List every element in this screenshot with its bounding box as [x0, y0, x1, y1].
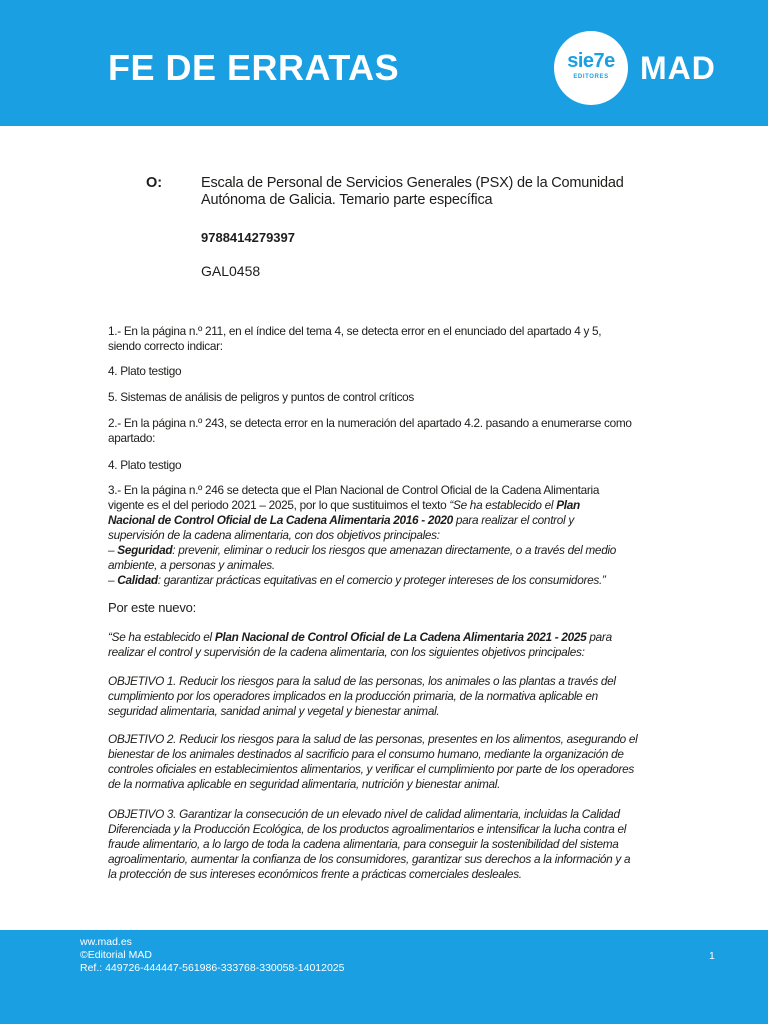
text-run: Diferenciada y la Producción Ecológica, de los productos agroalimentarios e intensificar la lucha contra el	[108, 822, 627, 836]
text-run: OBJETIVO 3. Garantizar la consecución de un elevado nivel de calidad alimentaria, incluidas la Calidad	[108, 807, 620, 821]
errata-paragraph	[108, 390, 414, 405]
text-run: 4. Plato testigo	[108, 364, 182, 378]
footer-reference: Ref.: 449726-444447-561986-333768-330058-14012025	[80, 962, 345, 974]
text-line	[108, 458, 181, 473]
errata-paragraph	[108, 324, 601, 354]
text-line	[108, 645, 612, 660]
text-run: “Se ha establecido el	[449, 498, 557, 512]
text-line	[108, 762, 637, 777]
text-line	[108, 867, 630, 882]
text-run: realizar el control y supervisión de la cadena alimentaria, con los siguientes objetivos principales:	[108, 645, 585, 659]
text-run: vigente es el del periodo 2021 – 2025, por lo que sustituimos el texto	[108, 498, 450, 512]
text-line	[108, 513, 616, 528]
text-line	[108, 498, 616, 513]
text-line	[108, 339, 601, 354]
text-line	[108, 573, 616, 588]
text-run: 1.- En la página n.º 211, en el índice del tema 4, se detecta error en el enunciado del apartado 4 y 5,	[108, 324, 602, 338]
text-run: 5. Sistemas de análisis de peligros y puntos de control críticos	[108, 390, 415, 404]
footer-website: ww.mad.es	[80, 936, 132, 948]
text-run: 4. Plato testigo	[108, 458, 182, 472]
errata-paragraph	[108, 732, 637, 792]
text-run: Plan	[556, 498, 580, 512]
errata-paragraph	[108, 483, 616, 588]
text-line	[108, 689, 616, 704]
text-run: fraude alimentario, a lo largo de toda la cadena alimentaria, para conseguir la sostenibilidad del sistema	[108, 837, 619, 851]
sie7e-editores-logo	[554, 31, 628, 105]
text-run: 2.- En la página n.º 243, se detecta error en la numeración del apartado 4.2. pasando a enumerarse como	[108, 416, 632, 430]
text-line	[108, 390, 414, 405]
text-line	[108, 777, 637, 792]
sie7e-logo-word: sie7e	[567, 50, 615, 72]
book-title-line: Escala de Personal de Servicios Generales (PSX) de la Comunidad	[201, 175, 624, 191]
text-run: Calidad	[117, 573, 158, 587]
text-line	[108, 747, 637, 762]
text-run: apartado:	[108, 431, 156, 445]
text-run: : garantizar prácticas equitativas en el comercio y proteger intereses de los consumidores.”	[157, 573, 606, 587]
text-line	[108, 822, 630, 837]
book-code: GAL0458	[201, 263, 261, 279]
text-line	[108, 600, 196, 615]
errata-paragraph	[108, 630, 612, 660]
text-run: cumplimiento por los operadores implicados en la producción primaria, de la normativa aplicable en	[108, 689, 598, 703]
errata-paragraph	[108, 807, 630, 882]
text-line	[108, 364, 181, 379]
errata-paragraph	[108, 416, 632, 446]
header-band	[0, 0, 768, 126]
errata-paragraph	[108, 364, 181, 379]
errata-paragraph	[108, 600, 196, 615]
text-line	[108, 674, 616, 689]
text-run: Nacional de Control Oficial de La Cadena Alimentaria 2016 - 2020	[108, 513, 453, 527]
errata-paragraph	[108, 674, 616, 719]
book-isbn: 9788414279397	[201, 230, 295, 245]
book-title-line: Autónoma de Galicia. Temario parte específica	[201, 192, 493, 208]
text-run: para realizar el control y	[452, 513, 574, 527]
text-line	[108, 837, 630, 852]
text-run: OBJETIVO 2. Reducir los riesgos para la salud de las personas, presentes en los alimentos, asegurando el	[108, 732, 638, 746]
text-run: Seguridad	[117, 543, 173, 557]
text-run: supervisión de la cadena alimentaria, con dos objetivos principales:	[108, 528, 440, 542]
text-line	[108, 324, 601, 339]
text-run: “Se ha establecido el	[108, 630, 215, 644]
text-run: controles oficiales en establecimientos alimentarios, y verificar el cumplimiento por parte de los operadores	[108, 762, 634, 776]
text-line	[108, 431, 632, 446]
text-run: Por este nuevo:	[108, 600, 197, 615]
text-run: para	[586, 630, 612, 644]
mad-logo: MAD	[640, 50, 716, 86]
text-line	[108, 483, 616, 498]
text-run: –	[108, 573, 118, 587]
text-line	[108, 732, 637, 747]
text-line	[108, 528, 616, 543]
book-title	[201, 175, 624, 209]
text-run: seguridad alimentaria, sanidad animal y vegetal y bienestar animal.	[108, 704, 440, 718]
footer-publisher: ©Editorial MAD	[80, 949, 152, 961]
text-line	[108, 558, 616, 573]
text-run: de la normativa aplicable en seguridad alimentaria, nutrición y bienestar animal.	[108, 777, 501, 791]
text-run: OBJETIVO 1. Reducir los riesgos para la salud de las personas, los animales o las plantas a través del	[108, 674, 616, 688]
text-run: agroalimentario, aumentar la confianza de los consumidores, garantizar sus derechos a la información y a	[108, 852, 631, 866]
text-line	[108, 807, 630, 822]
errata-paragraph	[108, 458, 181, 473]
footer-info	[80, 936, 344, 975]
sie7e-logo-subtitle: EDITORES	[573, 74, 609, 80]
text-run: siendo correcto indicar:	[108, 339, 223, 353]
text-run: : prevenir, eliminar o reducir los riesgos que amenazan directamente, o a través del medio	[172, 543, 617, 557]
text-line	[108, 630, 612, 645]
text-run: 3.- En la página n.º 246 se detecta que el Plan Nacional de Control Oficial de la Cadena Alimentaria	[108, 483, 600, 497]
book-label: O:	[146, 175, 163, 191]
text-line	[108, 416, 632, 431]
text-run: bienestar de los animales destinados al sacrificio para el consumo humano, mediante la organización de	[108, 747, 624, 761]
text-run: la protección de sus intereses económicos frente a prácticas comerciales desleales.	[108, 867, 522, 881]
text-line	[108, 852, 630, 867]
text-line	[108, 543, 616, 558]
text-run: ambiente, a personas y animales.	[108, 558, 275, 572]
page-number: 1	[709, 950, 715, 962]
document-title: FE DE ERRATAS	[108, 47, 400, 88]
text-run: –	[108, 543, 118, 557]
text-run: Plan Nacional de Control Oficial de La Cadena Alimentaria 2021 - 2025	[214, 630, 587, 644]
text-line	[108, 704, 616, 719]
